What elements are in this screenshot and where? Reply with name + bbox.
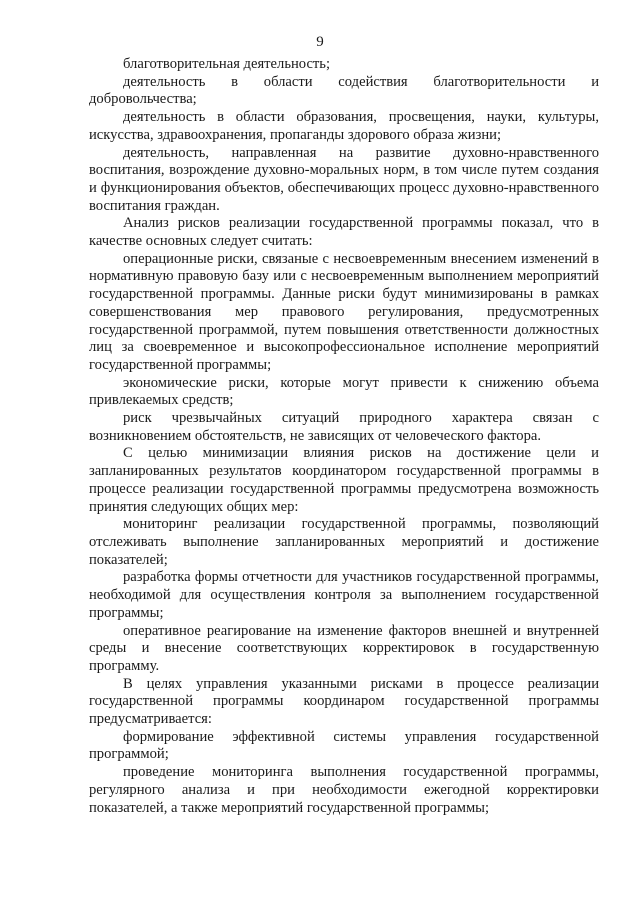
paragraph-operational-risks: операционные риски, связаные с несвоевременным внесением изменений в нормативную правовую базу или с несвоевременным выполнением мероприятий государственной программы. Данные риски будут минимизированы в рамках совершенствования мер правового регулирования, предусмотренных государственной программой, путем повышения ответственности должностных лиц за своевременное и высокопрофессиональное исполнение мероприятий государственной программы; [89, 250, 599, 373]
paragraph-economic-risks: экономические риски, которые могут привести к снижению объема привлекаемых средств; [89, 374, 599, 409]
paragraph-spiritual-education: деятельность, направленная на развитие духовно-нравственного воспитания, возрождение духовно-моральных норм, в том числе путем создания и функционирования объектов, обеспечивающих процесс духовно-нравственного воспитания граждан. [89, 144, 599, 214]
paragraph-operational-response: оперативное реагирование на изменение факторов внешней и внутренней среды и внесение соответствующих корректировок в государственную программу. [89, 622, 599, 674]
paragraph-education-culture: деятельность в области образования, просвещения, науки, культуры, искусства, здравоохранения, пропаганды здорового образа жизни; [89, 109, 599, 143]
paragraph-emergency-risk: риск чрезвычайных ситуаций природного характера связан с возникновением обстоятельств, не зависящих от человеческого фактора. [89, 410, 599, 444]
paragraph-charity-activity: благотворительная деятельность; [123, 56, 331, 72]
paragraph-monitoring-analysis: проведение мониторинга выполнения государственной программы, регулярного анализа и при необходимости ежегодной корректировки показателей, а также мероприятий государственной программы; [89, 764, 599, 816]
paragraph-monitoring: мониторинг реализации государственной программы, позволяющий отслеживать выполнение запланированных мероприятий и достижение показателей; [89, 516, 599, 568]
paragraph-risk-management-intro: В целях управления указанными рисками в процессе реализации государственной программы координаром государственной программы предусматривается: [89, 675, 599, 728]
paragraph-minimization-measures-intro: С целью минимизации влияния рисков на достижение цели и запланированных результатов координатором государственной программы в процессе реализации государственной программы предусмотрена возможность принятия следующих общих мер: [89, 445, 599, 515]
paragraph-reporting-form: разработка формы отчетности для участников государственной программы, необходимой для осуществления контроля за выполнением государственной программы; [89, 569, 599, 621]
paragraph-risk-analysis-intro: Анализ рисков реализации государственной программы показал, что в качестве основных следует считать: [89, 215, 599, 250]
page-number: 9 [316, 34, 324, 50]
document-body [89, 56, 599, 817]
paragraph-volunteering: деятельность в области содействия благотворительности и добровольчества; [89, 73, 599, 108]
paragraph-management-system: формирование эффективной системы управления государственной программой; [89, 728, 599, 763]
